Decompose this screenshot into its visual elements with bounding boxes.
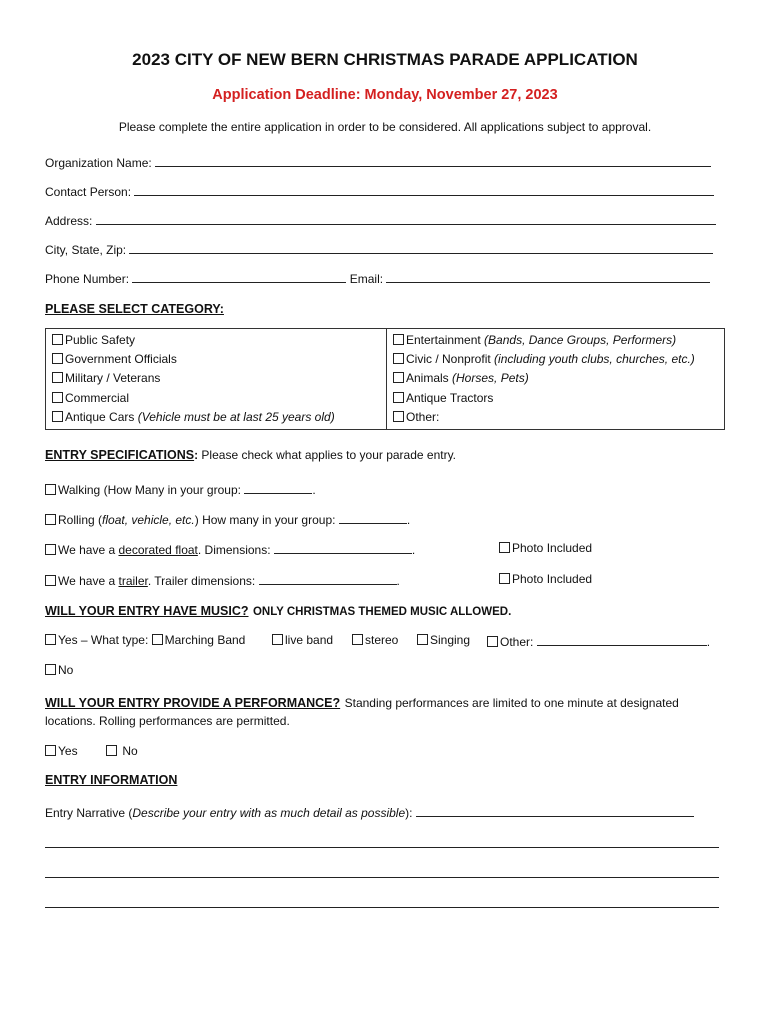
category-option[interactable] (52, 408, 380, 427)
live-band-option[interactable] (272, 633, 333, 647)
narrative-row (45, 804, 694, 820)
checkbox-icon[interactable] (45, 745, 56, 756)
music-no-label: No (58, 663, 74, 677)
application-deadline: Application Deadline: Monday, November 27, 2023 (212, 87, 558, 103)
checkbox-icon[interactable] (45, 634, 56, 645)
specs-row (45, 448, 456, 462)
performance-text-1: Standing performances are limited to one minute at designated (344, 696, 679, 710)
category-left-column (46, 329, 387, 430)
checkbox-icon[interactable] (393, 353, 404, 364)
singing-label: Singing (430, 633, 471, 647)
performance-no-option[interactable] (106, 744, 138, 758)
checkbox-icon[interactable] (417, 634, 428, 645)
checkbox-icon[interactable] (393, 392, 404, 403)
intro-text: Please complete the entire application in order to be considered. All applications subject to approval. (118, 120, 652, 134)
contact-row (45, 183, 714, 199)
narrative-line-3[interactable] (45, 876, 719, 878)
organization-input-line[interactable] (155, 154, 711, 167)
category-label: Other: (406, 409, 440, 424)
music-yes-option[interactable] (45, 633, 148, 647)
specs-colon: : (194, 448, 199, 462)
checkbox-icon[interactable] (52, 334, 63, 345)
stereo-option[interactable] (352, 633, 398, 647)
category-heading: PLEASE SELECT CATEGORY: (45, 302, 224, 316)
checkbox-icon[interactable] (106, 745, 117, 756)
music-no-option[interactable] (45, 663, 73, 677)
narrative-label: Entry Narrative ( (45, 806, 133, 820)
narrative-note: Describe your entry with as much detail as possible (132, 806, 406, 820)
trailer-option[interactable]: We have a trailer. Trailer dimensions: . (45, 572, 400, 588)
category-label: Animals (406, 371, 453, 386)
walking-count-line[interactable] (244, 481, 312, 494)
category-label: Entertainment (406, 333, 485, 347)
phone-email-row (45, 270, 710, 286)
organization-label: Organization Name: (45, 156, 152, 170)
category-option[interactable] (393, 350, 718, 369)
category-label: Commercial (65, 390, 130, 405)
music-row (45, 602, 511, 620)
category-label: Public Safety (65, 333, 136, 347)
performance-row (45, 694, 679, 712)
phone-input-line[interactable] (132, 270, 346, 283)
city-row (45, 241, 713, 257)
checkbox-icon[interactable] (52, 411, 63, 422)
trailer-label: We have a (58, 574, 119, 588)
checkbox-icon[interactable] (352, 634, 363, 645)
category-label: Civic / Nonprofit (406, 352, 495, 367)
performance-yes-label: Yes (58, 744, 78, 758)
narrative-input-line[interactable] (416, 804, 694, 817)
rolling-note: float, vehicle, etc. (102, 513, 195, 527)
category-note: (Horses, Pets) (452, 371, 529, 386)
email-label: Email: (349, 272, 384, 286)
rolling-option[interactable]: Rolling (float, vehicle, etc.) How many in your group: . (45, 511, 410, 527)
checkbox-icon[interactable] (393, 372, 404, 383)
trailer-dimensions-line[interactable] (259, 572, 397, 585)
category-option[interactable] (52, 331, 380, 350)
rolling-count-line[interactable] (339, 511, 407, 524)
decorated-term: decorated float (118, 543, 198, 557)
checkbox-icon[interactable] (152, 634, 163, 645)
category-option[interactable] (393, 369, 718, 388)
music-heading: WILL YOUR ENTRY HAVE MUSIC? (45, 604, 249, 618)
phone-label: Phone Number: (45, 272, 130, 286)
checkbox-icon[interactable] (45, 484, 56, 495)
stereo-label: stereo (365, 633, 399, 647)
category-right-column (387, 329, 725, 430)
category-option[interactable] (393, 331, 718, 350)
category-label: Military / Veterans (65, 371, 161, 386)
contact-label: Contact Person: (45, 185, 132, 199)
category-option[interactable] (52, 369, 380, 388)
narrative-line-4[interactable] (45, 906, 719, 908)
category-option[interactable] (52, 389, 380, 408)
address-input-line[interactable] (96, 212, 716, 225)
decorated-label: We have a (58, 543, 119, 557)
category-option[interactable] (52, 350, 380, 369)
address-row (45, 212, 716, 228)
marching-band-option[interactable] (152, 633, 246, 647)
category-label: Government Officials (65, 352, 177, 367)
music-other-option[interactable]: Other: . (487, 633, 710, 649)
performance-text-2: locations. Rolling performances are permitted. (45, 714, 290, 728)
checkbox-icon[interactable] (393, 334, 404, 345)
photo-label: Photo Included (512, 572, 593, 586)
live-band-label: live band (285, 633, 334, 647)
performance-yes-option[interactable] (45, 744, 78, 758)
performance-heading: WILL YOUR ENTRY PROVIDE A PERFORMANCE? (45, 696, 341, 710)
rolling-label-end: ) How many in your group: (194, 513, 336, 527)
singing-option[interactable] (417, 633, 470, 647)
category-note: (Vehicle must be at last 25 years old) (137, 409, 335, 424)
walking-label: Walking (How Many in your group: (58, 483, 241, 497)
specs-instruction: Please check what applies to your parade entry. (198, 448, 457, 462)
checkbox-icon[interactable] (272, 634, 283, 645)
photo-option-2[interactable] (499, 572, 592, 586)
decorated-float-option[interactable]: We have a decorated float. Dimensions: . (45, 541, 415, 557)
checkbox-icon[interactable] (487, 636, 498, 647)
organization-row (45, 154, 711, 170)
photo-option-1[interactable] (499, 541, 592, 555)
category-note: (Bands, Dance Groups, Performers) (484, 333, 677, 347)
form-title: 2023 CITY OF NEW BERN CHRISTMAS PARADE APPLICATION (132, 50, 638, 69)
music-yes-label: Yes – What type: (58, 633, 149, 647)
checkbox-icon[interactable] (393, 411, 404, 422)
rolling-label: Rolling ( (58, 513, 103, 527)
address-label: Address: (45, 214, 93, 228)
float-dimensions-line[interactable] (274, 541, 412, 554)
category-option[interactable] (393, 408, 718, 427)
checkbox-icon[interactable] (499, 573, 510, 584)
checkbox-icon[interactable] (45, 514, 56, 525)
music-note: ONLY CHRISTMAS THEMED MUSIC ALLOWED. (252, 606, 512, 618)
trailer-term: trailer (118, 574, 148, 588)
music-other-line[interactable] (537, 633, 707, 646)
category-option[interactable] (393, 389, 718, 408)
checkbox-icon[interactable] (45, 664, 56, 675)
checkbox-icon[interactable] (45, 544, 56, 555)
music-yes-row (45, 633, 245, 647)
specs-heading: ENTRY SPECIFICATIONS (45, 448, 195, 462)
contact-input-line[interactable] (134, 183, 714, 196)
city-label: City, State, Zip: (45, 243, 127, 257)
marching-label: Marching Band (164, 633, 246, 647)
category-label: Antique Cars (65, 409, 138, 424)
walking-option[interactable]: Walking (How Many in your group: . (45, 481, 316, 497)
narrative-label-end: ): (405, 806, 413, 820)
email-input-line[interactable] (386, 270, 710, 283)
photo-label: Photo Included (512, 541, 593, 555)
decorated-label-end: . Dimensions: (197, 543, 271, 557)
checkbox-icon[interactable] (52, 372, 63, 383)
entry-heading: ENTRY INFORMATION (45, 773, 178, 787)
music-other-label: Other: (500, 635, 534, 649)
checkbox-icon[interactable] (52, 392, 63, 403)
category-table (45, 328, 725, 430)
checkbox-icon[interactable] (52, 353, 63, 364)
city-input-line[interactable] (129, 241, 713, 254)
checkbox-icon[interactable] (499, 542, 510, 553)
category-note: (including youth clubs, churches, etc.) (494, 352, 695, 367)
checkbox-icon[interactable] (45, 575, 56, 586)
category-label: Antique Tractors (406, 390, 494, 405)
narrative-line-2[interactable] (45, 846, 719, 848)
performance-no-label: No (122, 744, 138, 758)
trailer-label-end: . Trailer dimensions: (147, 574, 256, 588)
